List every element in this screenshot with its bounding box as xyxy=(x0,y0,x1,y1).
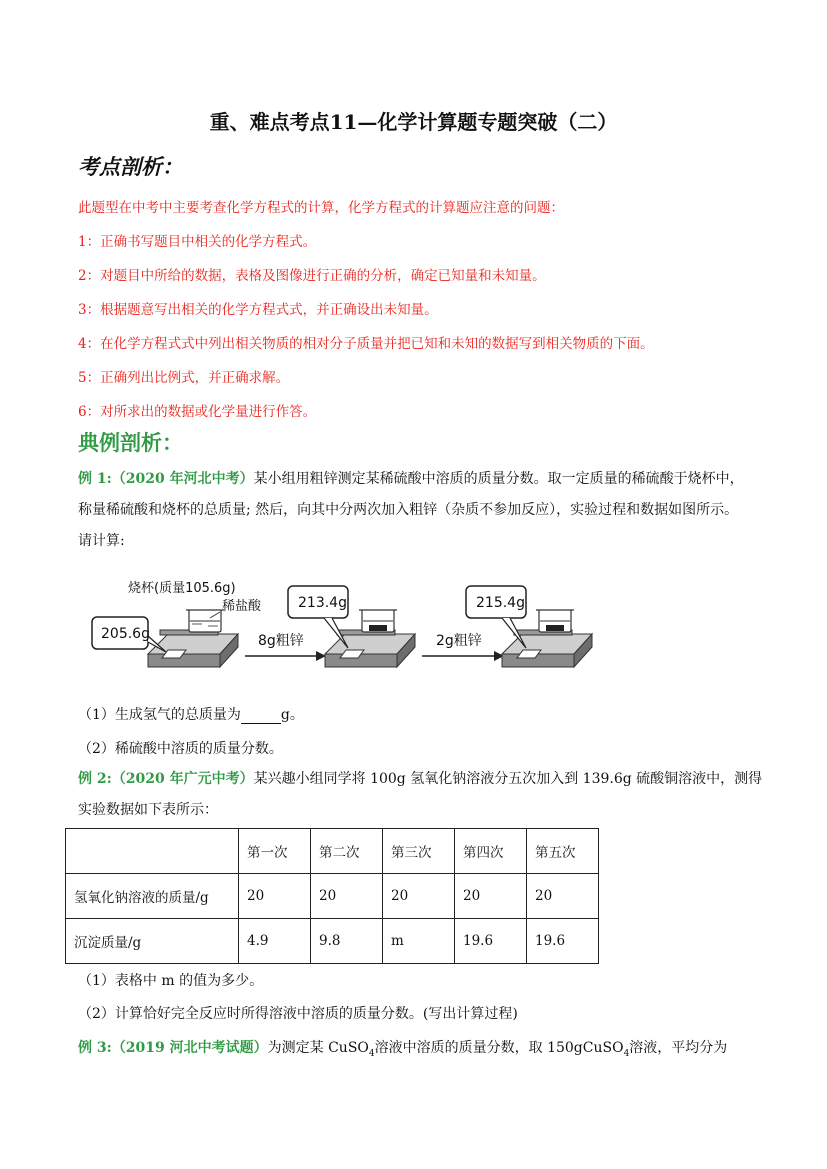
table-cell: 20 xyxy=(239,874,311,919)
table-header-row xyxy=(66,829,599,874)
example1-label: 例 1: xyxy=(78,471,112,487)
table-cell: 20 xyxy=(527,874,599,919)
point-item: 4：在化学方程式式中列出相关物质的相对分子质量并把已知和未知的数据写到相关物质的下面。 xyxy=(78,336,654,352)
table-cell: 第一次 xyxy=(239,829,311,874)
point-item: 2：对题目中所给的数据，表格及图像进行正确的分析，确定已知量和未知量。 xyxy=(78,268,546,284)
point-item: 3：根据题意写出相关的化学方程式式，并正确设出未知量。 xyxy=(78,302,438,318)
example2-source: （2020 年广元中考） xyxy=(111,771,254,787)
intro-text: 此题型在中考中主要考查化学方程式的计算，化学方程式的计算题应注意的问题： xyxy=(78,200,564,216)
table-cell xyxy=(66,829,239,874)
beaker-3 xyxy=(536,610,574,632)
table-cell: 4.9 xyxy=(239,919,311,964)
example1-paragraph xyxy=(78,464,768,557)
beaker-label: 烧杯(质量105.6g) xyxy=(128,581,236,596)
example2-text2: 实验数据如下表所示： xyxy=(78,802,218,818)
point-item: 1：正确书写题目中相关的化学方程式。 xyxy=(78,234,317,250)
step1-label: 8g粗锌 xyxy=(258,633,304,649)
data-table xyxy=(65,828,599,964)
table-cell: 第三次 xyxy=(383,829,455,874)
table-cell: 20 xyxy=(455,874,527,919)
acid-label: 稀盐酸 xyxy=(222,599,262,614)
page-title: 重、难点考点11—化学计算题专题突破（二） xyxy=(209,110,618,134)
section-heading-examples: 典例剖析： xyxy=(78,430,183,455)
table-cell: 9.8 xyxy=(311,919,383,964)
point-item: 5：正确列出比例式，并正确求解。 xyxy=(78,370,290,386)
example2-paragraph xyxy=(78,764,768,826)
example3-label: 例 3: xyxy=(78,1040,112,1056)
example1-source: （2020 年河北中考） xyxy=(111,471,254,487)
table-cell: 第二次 xyxy=(311,829,383,874)
mass-reading-2: 213.4g xyxy=(298,595,347,611)
table-cell: m xyxy=(383,919,455,964)
table-cell: 20 xyxy=(311,874,383,919)
example1-text2: 称量稀硫酸和烧杯的总质量; 然后，向其中分两次加入粗锌（杂质不参加反应），实验过程和数据如图所示。 xyxy=(78,502,739,518)
table-cell: 氢氧化钠溶液的质量/g xyxy=(66,874,239,919)
point-item: 6：对所求出的数据或化学量进行作答。 xyxy=(78,404,317,420)
answer-blank[interactable] xyxy=(241,709,281,724)
example3-source: （2019 河北中考试题） xyxy=(111,1040,268,1056)
table-cell: 沉淀质量/g xyxy=(66,919,239,964)
table-cell: 第四次 xyxy=(455,829,527,874)
mass-reading-3: 215.4g xyxy=(476,595,525,611)
table-cell: 19.6 xyxy=(527,919,599,964)
section-heading-analysis: 考点剖析： xyxy=(78,154,183,179)
table-row xyxy=(66,919,599,964)
example1-q1: （1）生成氢气的总质量为 g。 xyxy=(78,707,304,723)
beaker-2 xyxy=(359,610,397,632)
example3-paragraph: 例 3:（2019 河北中考试题）为测定某 CuSO$_4$溶液中溶质的质量分数，取 150gCuSO$_4$溶液，平均分为 xyxy=(78,1040,728,1059)
table-row xyxy=(66,874,599,919)
example2-q1: （1）表格中 m 的值为多少。 xyxy=(78,973,264,989)
example2-q2: （2）计算恰好完全反应时所得溶液中溶质的质量分数。(写出计算过程) xyxy=(78,1006,518,1022)
example1-q2: （2）稀硫酸中溶质的质量分数。 xyxy=(78,741,283,757)
mass-reading-1: 205.6g xyxy=(101,626,150,642)
table-cell: 19.6 xyxy=(455,919,527,964)
example1-text1: 某小组用粗锌测定某稀硫酸中溶质的质量分数。取一定质量的稀硫酸于烧杯中， xyxy=(253,471,744,487)
step2-label: 2g粗锌 xyxy=(436,633,482,649)
experiment-figure xyxy=(70,572,630,677)
example2-text1: 某兴趣小组同学将 100g 氢氧化钠溶液分五次加入到 139.6g 硫酸铜溶液中，测得 xyxy=(253,771,763,787)
example1-text3: 请计算: xyxy=(78,533,125,549)
table-cell: 20 xyxy=(383,874,455,919)
table-cell: 第五次 xyxy=(527,829,599,874)
example2-label: 例 2: xyxy=(78,771,112,787)
